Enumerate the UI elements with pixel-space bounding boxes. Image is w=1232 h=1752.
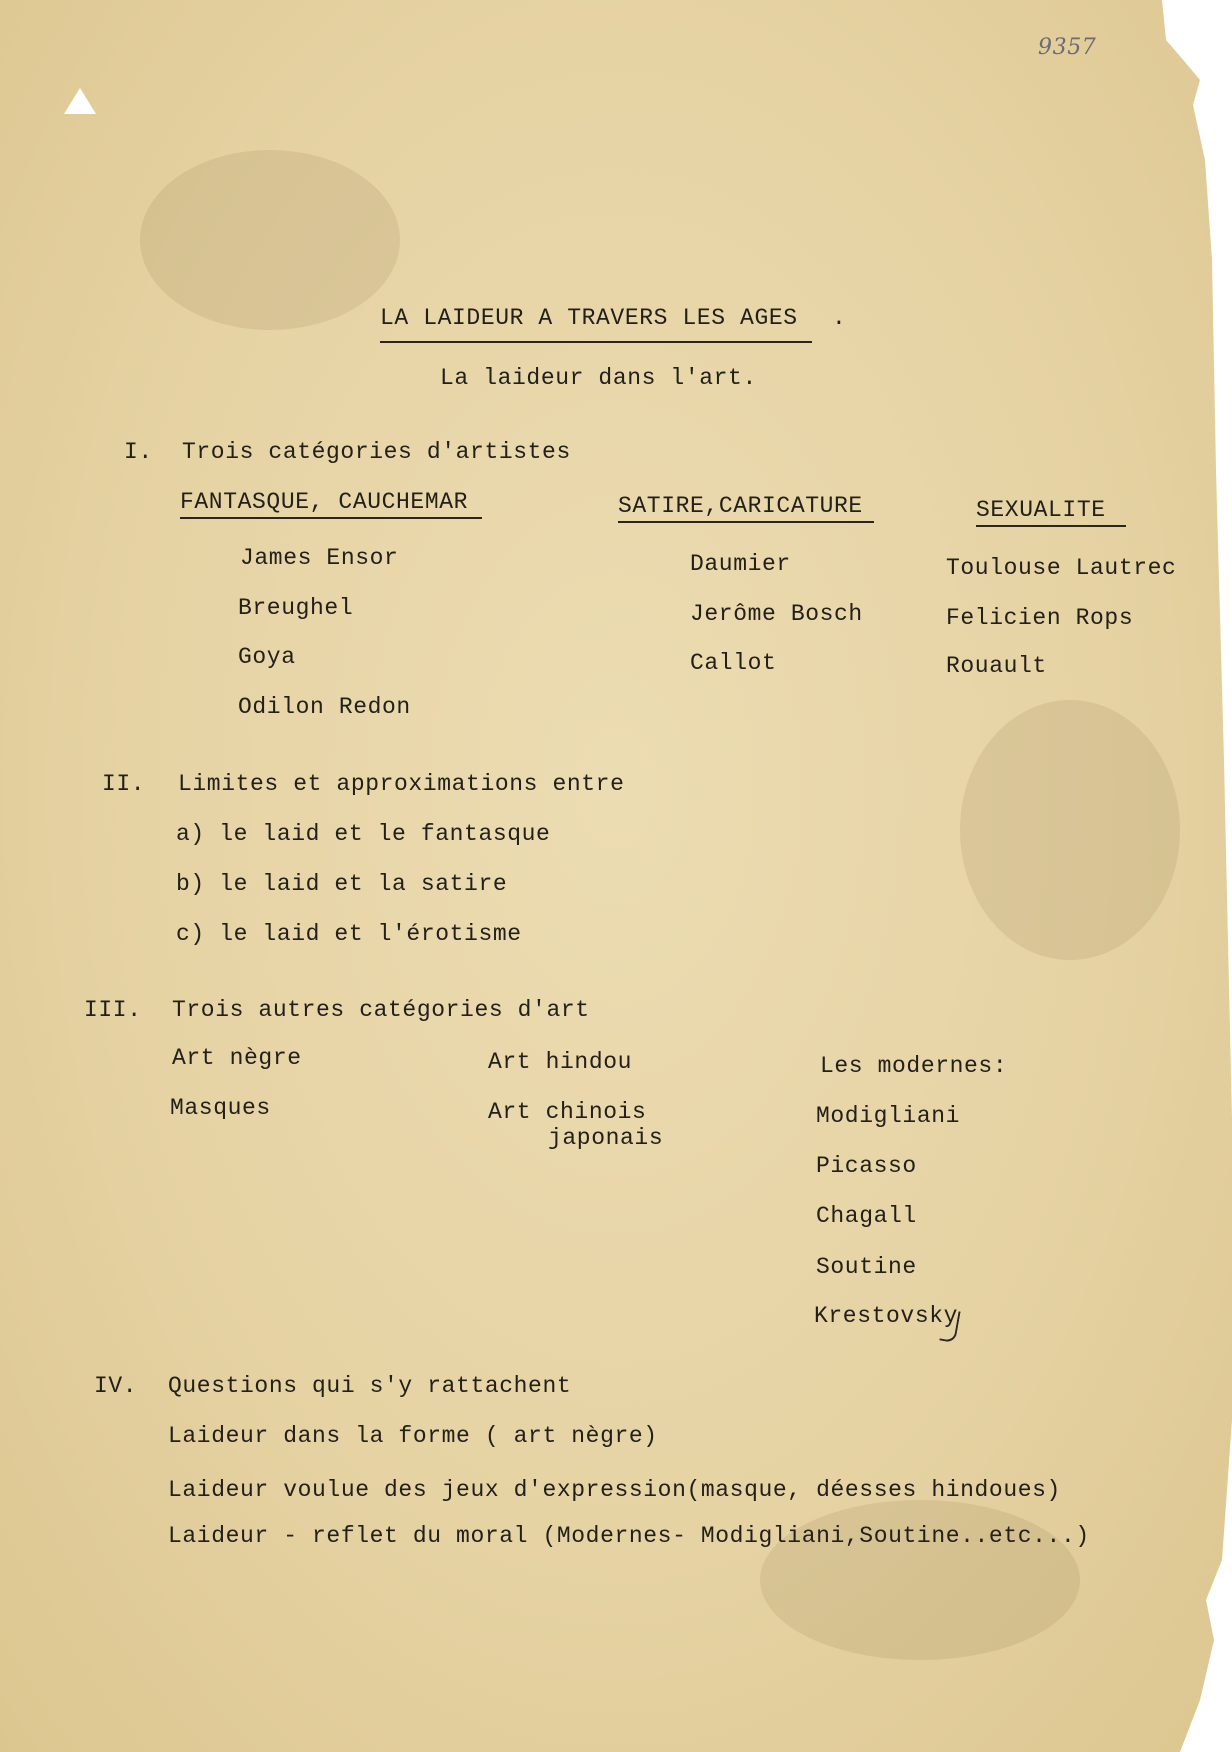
artist-name: James Ensor — [240, 545, 399, 571]
section-numeral: II. — [102, 771, 146, 797]
artist-name: Breughel — [238, 595, 354, 621]
section-heading: Trois autres catégories d'art — [172, 997, 590, 1023]
question-item: Laideur voulue des jeux d'expression(masque, déesses hindoues) — [168, 1477, 1061, 1503]
column-header: SEXUALITE — [976, 497, 1106, 523]
art-category: Art chinois — [488, 1099, 647, 1125]
column-header-underline — [618, 521, 874, 523]
section-heading: Trois catégories d'artistes — [182, 439, 571, 465]
column-header: FANTASQUE, CAUCHEMAR — [180, 489, 469, 515]
art-category: Art nègre — [172, 1045, 302, 1071]
list-item: b) le laid et la satire — [176, 871, 508, 897]
section-numeral: III. — [84, 997, 142, 1023]
artist-name: Rouault — [946, 653, 1047, 679]
artist-name: Jerôme Bosch — [690, 601, 863, 627]
title-underline — [380, 341, 812, 343]
list-item: c) le laid et l'érotisme — [176, 921, 522, 947]
artist-name: Daumier — [690, 551, 791, 577]
artist-name: Toulouse Lautrec — [946, 555, 1177, 581]
section-numeral: I. — [124, 439, 153, 465]
moderns-header: Les modernes: — [820, 1053, 1008, 1079]
section-numeral: IV. — [94, 1373, 138, 1399]
page-title: LA LAIDEUR A TRAVERS LES AGES — [380, 305, 798, 331]
page-subtitle: La laideur dans l'art. — [440, 365, 757, 391]
artist-name: Odilon Redon — [238, 694, 411, 720]
section-heading: Questions qui s'y rattachent — [168, 1373, 572, 1399]
question-item: Laideur - reflet du moral (Modernes- Modigliani,Soutine..etc...) — [168, 1523, 1090, 1549]
art-category: japonais — [548, 1125, 664, 1151]
title-period: . — [832, 305, 847, 331]
archive-number: 9357 — [1038, 35, 1097, 60]
artist-name: Picasso — [816, 1153, 917, 1179]
artist-name: Callot — [690, 650, 777, 676]
section-heading: Limites et approximations entre — [178, 771, 625, 797]
list-item: a) le laid et le fantasque — [176, 821, 551, 847]
paper-stain — [960, 700, 1180, 960]
artist-name: Felicien Rops — [946, 605, 1134, 631]
paper-tear — [64, 88, 96, 114]
art-category: Masques — [170, 1095, 271, 1121]
artist-name: Modigliani — [816, 1103, 961, 1129]
artist-name: Krestovsky — [814, 1303, 959, 1329]
artist-name: Chagall — [816, 1203, 917, 1229]
paper-stain — [140, 150, 400, 330]
artist-name: Goya — [238, 644, 296, 670]
question-item: Laideur dans la forme ( art nègre) — [168, 1423, 658, 1449]
column-header-underline — [976, 525, 1126, 527]
art-category: Art hindou — [488, 1049, 633, 1075]
artist-name: Soutine — [816, 1254, 917, 1280]
column-header-underline — [180, 517, 482, 519]
column-header: SATIRE,CARICATURE — [618, 493, 863, 519]
